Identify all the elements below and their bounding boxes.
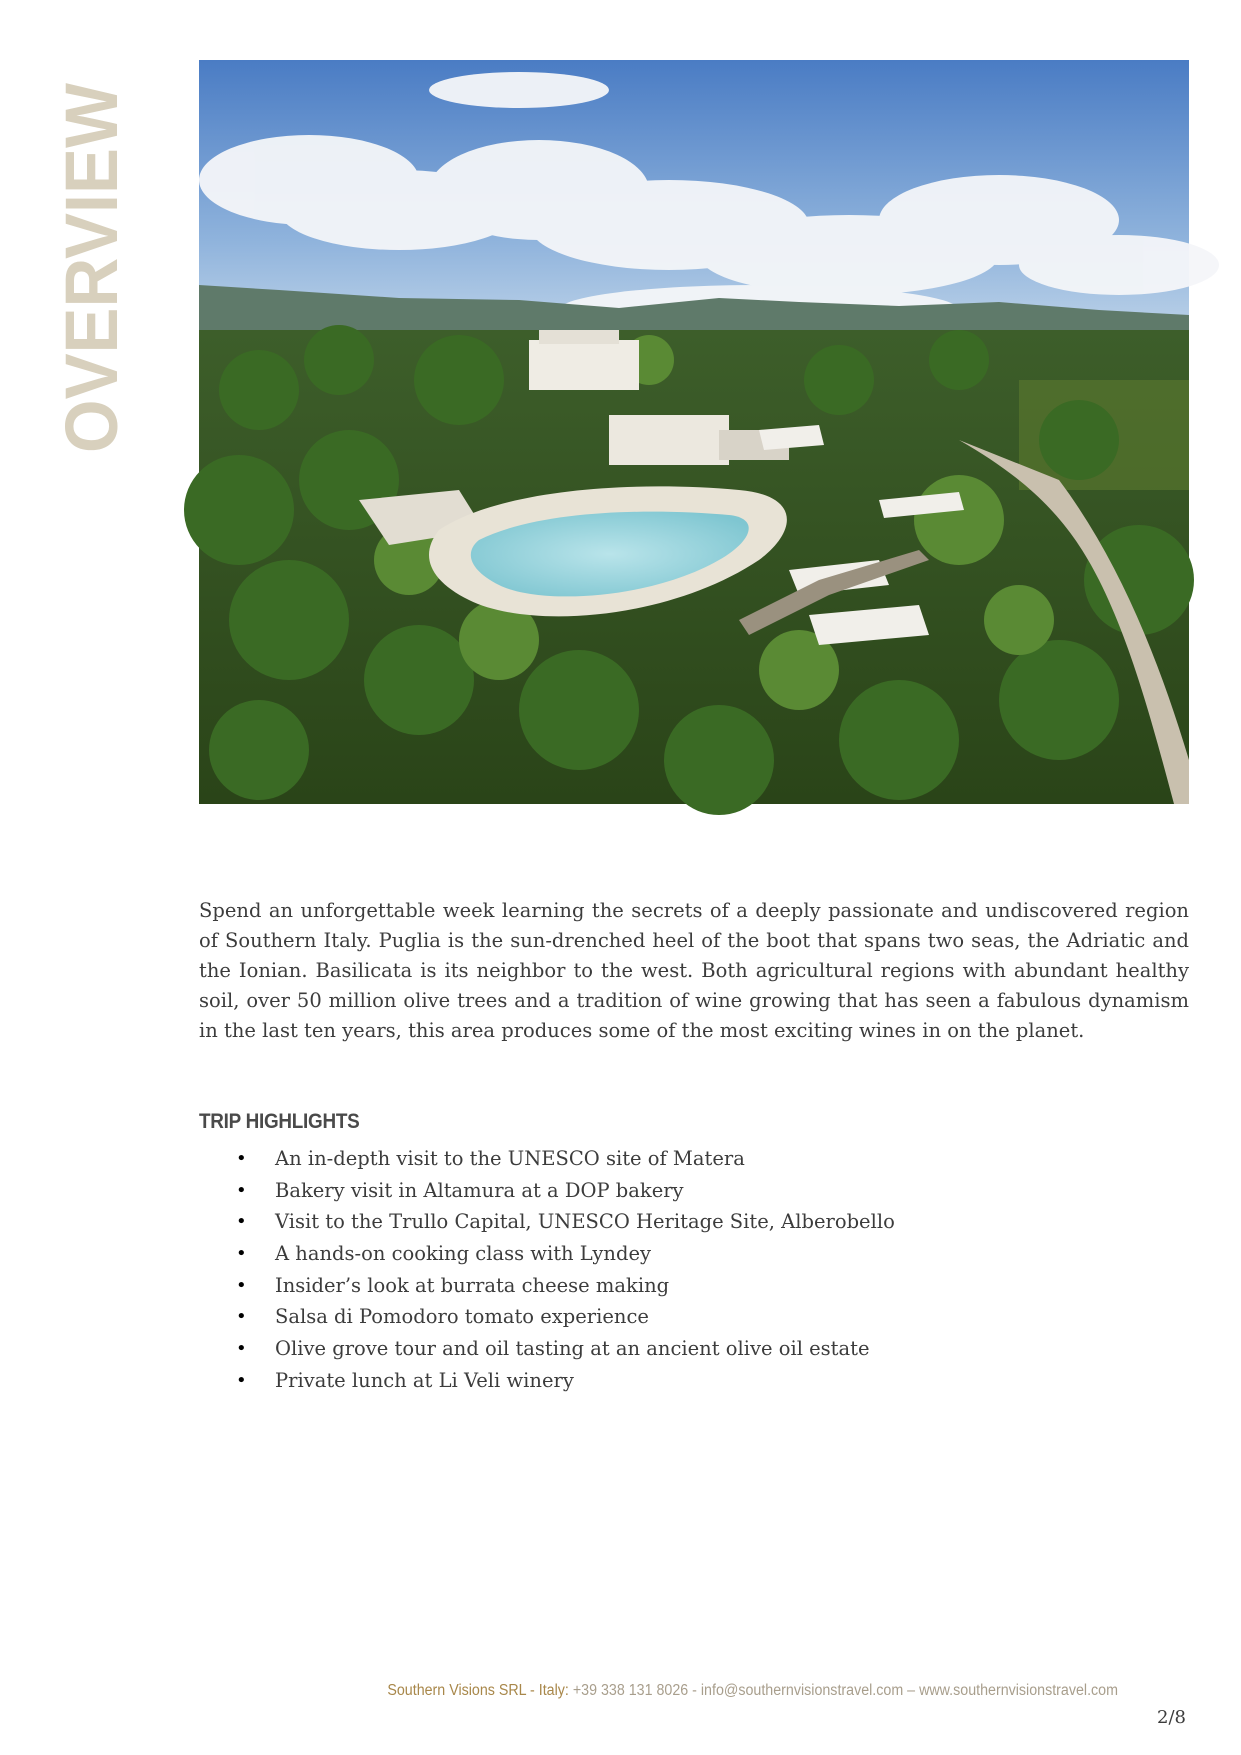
bullet-icon: • (236, 1274, 247, 1296)
resort-photo-icon (199, 60, 1189, 804)
footer-brand: Southern Visions SRL - Italy: (387, 1682, 569, 1699)
highlight-text: Insider’s look at burrata cheese making (275, 1273, 670, 1297)
highlight-text: A hands-on cooking class with Lyndey (275, 1242, 652, 1266)
resort-aerial-photo (199, 60, 1189, 804)
bullet-icon: • (236, 1306, 247, 1328)
side-title (50, 55, 133, 458)
highlight-text: Private lunch at Li Veli winery (275, 1368, 574, 1392)
highlight-item (199, 1270, 1099, 1302)
highlight-text: Visit to the Trullo Capital, UNESCO Heritage Site, Alberobello (275, 1210, 895, 1234)
bullet-icon: • (236, 1211, 247, 1233)
footer-contact (89, 1682, 1118, 1700)
highlight-item (199, 1143, 1099, 1175)
page-number: 2/8 (1157, 1707, 1186, 1728)
highlight-item (199, 1206, 1099, 1238)
bullet-icon: • (236, 1179, 247, 1201)
bullet-icon: • (236, 1338, 247, 1360)
trip-highlights-heading: TRIP HIGHLIGHTS (199, 1110, 360, 1133)
trip-highlights-list (199, 1143, 1099, 1397)
footer-contact-details[interactable]: +39 338 131 8026 - info@southernvisionstravel.com – www.southernvisionstravel.com (568, 1682, 1118, 1699)
highlight-item (199, 1365, 1099, 1397)
highlight-text: An in-depth visit to the UNESCO site of Matera (275, 1147, 745, 1170)
bullet-icon: • (236, 1243, 247, 1265)
highlight-text: Olive grove tour and oil tasting at an ancient olive oil estate (275, 1337, 870, 1361)
side-title-text: OVERVIEW (50, 55, 133, 453)
highlight-item (199, 1175, 1099, 1207)
highlight-item (199, 1301, 1099, 1333)
highlight-item (199, 1238, 1099, 1270)
bullet-icon: • (236, 1369, 247, 1391)
bullet-icon: • (236, 1148, 247, 1169)
highlight-text: Bakery visit in Altamura at a DOP bakery (275, 1178, 684, 1202)
intro-paragraph: Spend an unforgettable week learning the secrets of a deeply passionate and undiscovered region of Southern Italy. Puglia is the sun-drenched heel of the boot that spans two seas, the Adriatic and the Ionian. Basilicata is its neighbor to the west. Both agricultural regions with abundant healthy soil, over 50 million olive trees and a tradition of wine growing that has seen a fabulous dynamism in the last ten years, this area produces some of the most exciting wines in on the planet. (199, 899, 1189, 1042)
highlight-item (199, 1333, 1099, 1365)
highlight-text: Salsa di Pomodoro tomato experience (275, 1305, 649, 1329)
